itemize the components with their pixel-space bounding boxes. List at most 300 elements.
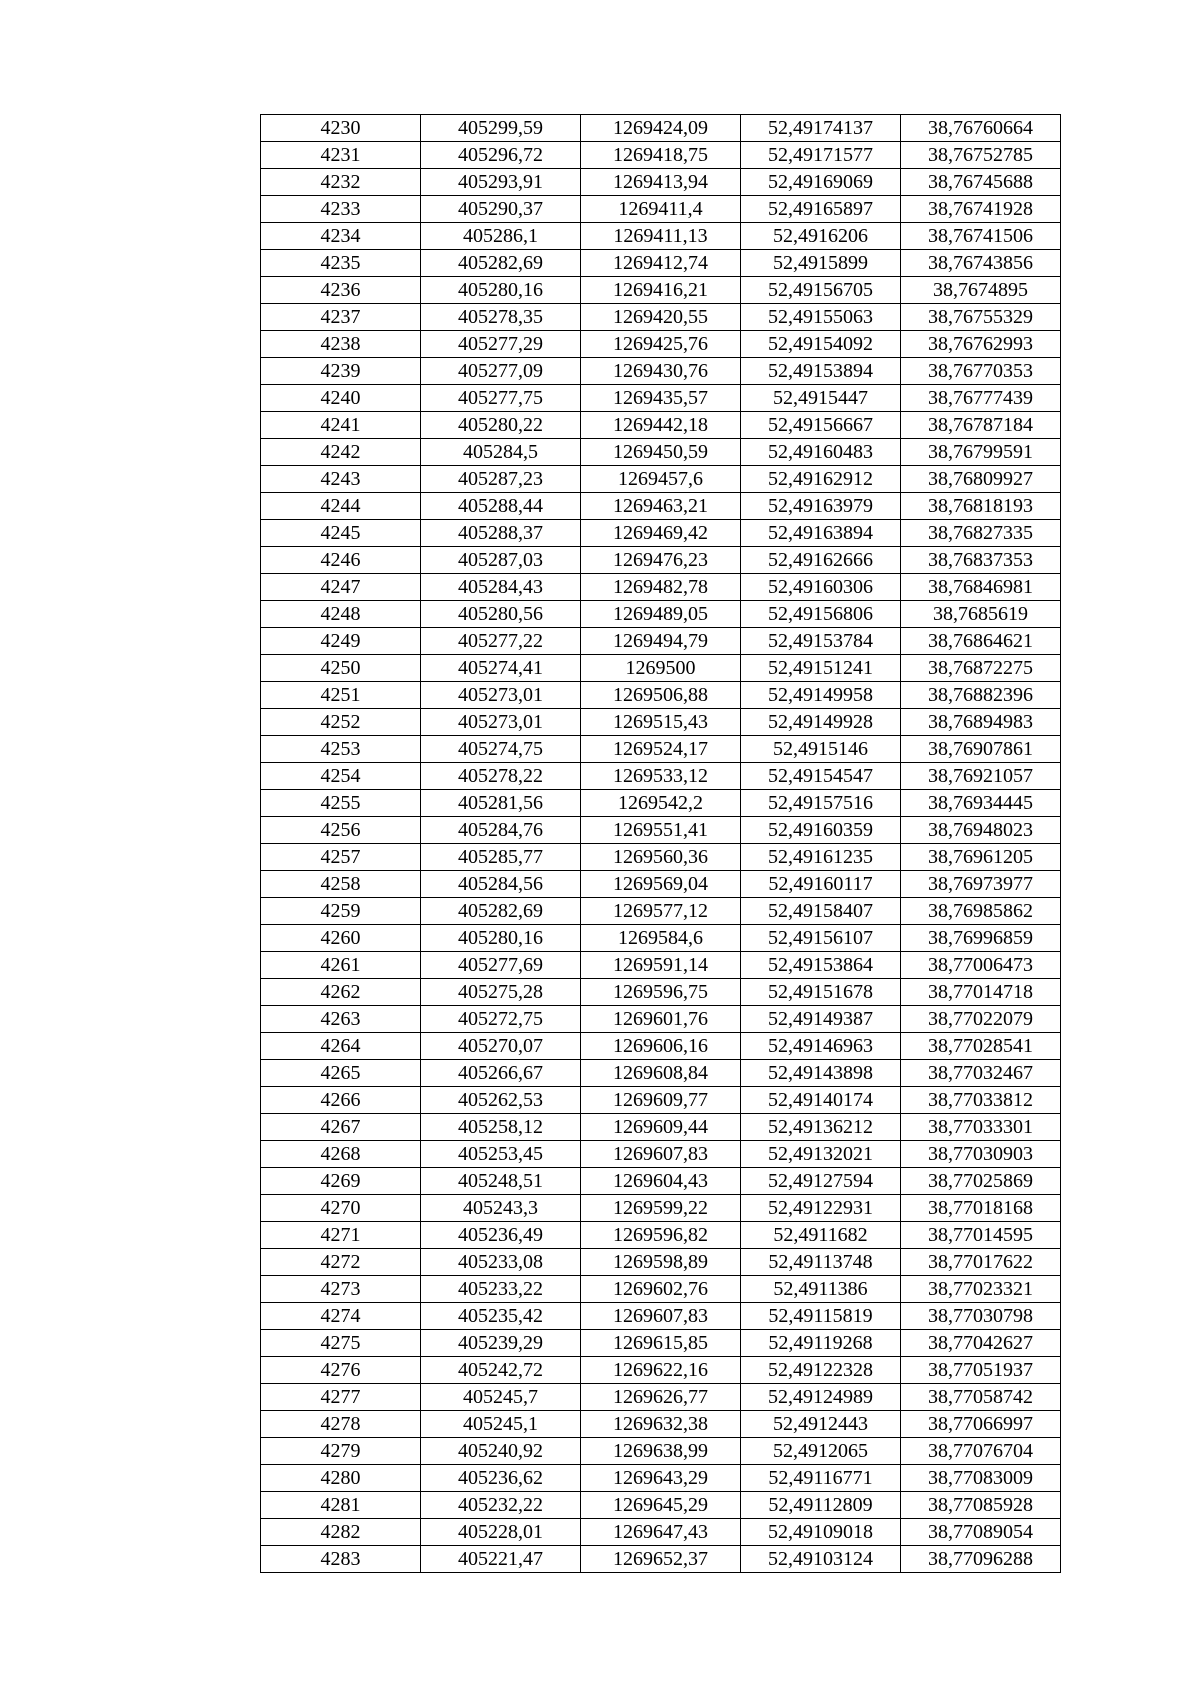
- table-row: [261, 520, 1061, 547]
- table-row: [261, 979, 1061, 1006]
- y-coordinate-cell: 1269607,83: [581, 1141, 741, 1168]
- latitude-cell: 52,49169069: [741, 169, 901, 196]
- latitude-cell: 52,4911386: [741, 1276, 901, 1303]
- latitude-cell: 52,4915899: [741, 250, 901, 277]
- point-number-cell: 4278: [261, 1411, 421, 1438]
- table-row: [261, 1384, 1061, 1411]
- x-coordinate-cell: 405228,01: [421, 1519, 581, 1546]
- longitude-cell: 38,77030798: [901, 1303, 1061, 1330]
- table-row: [261, 142, 1061, 169]
- latitude-cell: 52,49116771: [741, 1465, 901, 1492]
- point-number-cell: 4267: [261, 1114, 421, 1141]
- y-coordinate-cell: 1269551,41: [581, 817, 741, 844]
- point-number-cell: 4271: [261, 1222, 421, 1249]
- table-row: [261, 1465, 1061, 1492]
- latitude-cell: 52,49149958: [741, 682, 901, 709]
- x-coordinate-cell: 405288,37: [421, 520, 581, 547]
- table-row: [261, 601, 1061, 628]
- x-coordinate-cell: 405277,22: [421, 628, 581, 655]
- longitude-cell: 38,76762993: [901, 331, 1061, 358]
- longitude-cell: 38,76787184: [901, 412, 1061, 439]
- table-row: [261, 898, 1061, 925]
- latitude-cell: 52,49156667: [741, 412, 901, 439]
- x-coordinate-cell: 405221,47: [421, 1546, 581, 1573]
- x-coordinate-cell: 405299,59: [421, 115, 581, 142]
- longitude-cell: 38,77076704: [901, 1438, 1061, 1465]
- x-coordinate-cell: 405288,44: [421, 493, 581, 520]
- point-number-cell: 4268: [261, 1141, 421, 1168]
- latitude-cell: 52,4912065: [741, 1438, 901, 1465]
- y-coordinate-cell: 1269609,44: [581, 1114, 741, 1141]
- latitude-cell: 52,49155063: [741, 304, 901, 331]
- x-coordinate-cell: 405275,28: [421, 979, 581, 1006]
- table-row: [261, 1222, 1061, 1249]
- point-number-cell: 4283: [261, 1546, 421, 1573]
- longitude-cell: 38,77032467: [901, 1060, 1061, 1087]
- longitude-cell: 38,76882396: [901, 682, 1061, 709]
- y-coordinate-cell: 1269602,76: [581, 1276, 741, 1303]
- y-coordinate-cell: 1269542,2: [581, 790, 741, 817]
- latitude-cell: 52,49165897: [741, 196, 901, 223]
- point-number-cell: 4258: [261, 871, 421, 898]
- longitude-cell: 38,76770353: [901, 358, 1061, 385]
- table-row: [261, 304, 1061, 331]
- latitude-cell: 52,49163894: [741, 520, 901, 547]
- latitude-cell: 52,49162912: [741, 466, 901, 493]
- longitude-cell: 38,77033812: [901, 1087, 1061, 1114]
- latitude-cell: 52,49154092: [741, 331, 901, 358]
- x-coordinate-cell: 405287,23: [421, 466, 581, 493]
- longitude-cell: 38,76777439: [901, 385, 1061, 412]
- table-row: [261, 1114, 1061, 1141]
- latitude-cell: 52,49124989: [741, 1384, 901, 1411]
- x-coordinate-cell: 405272,75: [421, 1006, 581, 1033]
- point-number-cell: 4274: [261, 1303, 421, 1330]
- y-coordinate-cell: 1269599,22: [581, 1195, 741, 1222]
- latitude-cell: 52,49171577: [741, 142, 901, 169]
- latitude-cell: 52,49161235: [741, 844, 901, 871]
- point-number-cell: 4281: [261, 1492, 421, 1519]
- y-coordinate-cell: 1269413,94: [581, 169, 741, 196]
- x-coordinate-cell: 405248,51: [421, 1168, 581, 1195]
- x-coordinate-cell: 405277,29: [421, 331, 581, 358]
- latitude-cell: 52,49140174: [741, 1087, 901, 1114]
- y-coordinate-cell: 1269469,42: [581, 520, 741, 547]
- y-coordinate-cell: 1269500: [581, 655, 741, 682]
- longitude-cell: 38,76799591: [901, 439, 1061, 466]
- latitude-cell: 52,4915447: [741, 385, 901, 412]
- point-number-cell: 4231: [261, 142, 421, 169]
- y-coordinate-cell: 1269476,23: [581, 547, 741, 574]
- latitude-cell: 52,49136212: [741, 1114, 901, 1141]
- x-coordinate-cell: 405282,69: [421, 898, 581, 925]
- y-coordinate-cell: 1269626,77: [581, 1384, 741, 1411]
- table-row: [261, 1303, 1061, 1330]
- x-coordinate-cell: 405236,49: [421, 1222, 581, 1249]
- latitude-cell: 52,49174137: [741, 115, 901, 142]
- x-coordinate-cell: 405280,56: [421, 601, 581, 628]
- table-row: [261, 736, 1061, 763]
- table-row: [261, 250, 1061, 277]
- table-row: [261, 1438, 1061, 1465]
- x-coordinate-cell: 405233,08: [421, 1249, 581, 1276]
- longitude-cell: 38,77066997: [901, 1411, 1061, 1438]
- point-number-cell: 4236: [261, 277, 421, 304]
- longitude-cell: 38,76894983: [901, 709, 1061, 736]
- x-coordinate-cell: 405253,45: [421, 1141, 581, 1168]
- table-row: [261, 1330, 1061, 1357]
- longitude-cell: 38,77042627: [901, 1330, 1061, 1357]
- longitude-cell: 38,76760664: [901, 115, 1061, 142]
- table-row: [261, 1519, 1061, 1546]
- longitude-cell: 38,76973977: [901, 871, 1061, 898]
- x-coordinate-cell: 405278,35: [421, 304, 581, 331]
- table-row: [261, 709, 1061, 736]
- point-number-cell: 4251: [261, 682, 421, 709]
- longitude-cell: 38,77006473: [901, 952, 1061, 979]
- point-number-cell: 4247: [261, 574, 421, 601]
- y-coordinate-cell: 1269569,04: [581, 871, 741, 898]
- table-row: [261, 790, 1061, 817]
- longitude-cell: 38,77085928: [901, 1492, 1061, 1519]
- x-coordinate-cell: 405280,16: [421, 277, 581, 304]
- latitude-cell: 52,49153784: [741, 628, 901, 655]
- y-coordinate-cell: 1269482,78: [581, 574, 741, 601]
- table-row: [261, 169, 1061, 196]
- table-row: [261, 412, 1061, 439]
- x-coordinate-cell: 405273,01: [421, 682, 581, 709]
- y-coordinate-cell: 1269604,43: [581, 1168, 741, 1195]
- table-row: [261, 1141, 1061, 1168]
- longitude-cell: 38,77028541: [901, 1033, 1061, 1060]
- latitude-cell: 52,49103124: [741, 1546, 901, 1573]
- point-number-cell: 4263: [261, 1006, 421, 1033]
- longitude-cell: 38,76741928: [901, 196, 1061, 223]
- table-row: [261, 547, 1061, 574]
- y-coordinate-cell: 1269442,18: [581, 412, 741, 439]
- latitude-cell: 52,49163979: [741, 493, 901, 520]
- point-number-cell: 4260: [261, 925, 421, 952]
- y-coordinate-cell: 1269608,84: [581, 1060, 741, 1087]
- table-row: [261, 1276, 1061, 1303]
- longitude-cell: 38,76985862: [901, 898, 1061, 925]
- point-number-cell: 4270: [261, 1195, 421, 1222]
- latitude-cell: 52,49153894: [741, 358, 901, 385]
- x-coordinate-cell: 405240,92: [421, 1438, 581, 1465]
- point-number-cell: 4277: [261, 1384, 421, 1411]
- latitude-cell: 52,49112809: [741, 1492, 901, 1519]
- latitude-cell: 52,49160483: [741, 439, 901, 466]
- longitude-cell: 38,76961205: [901, 844, 1061, 871]
- latitude-cell: 52,49132021: [741, 1141, 901, 1168]
- x-coordinate-cell: 405280,16: [421, 925, 581, 952]
- y-coordinate-cell: 1269601,76: [581, 1006, 741, 1033]
- table-row: [261, 1195, 1061, 1222]
- table-row: [261, 466, 1061, 493]
- y-coordinate-cell: 1269607,83: [581, 1303, 741, 1330]
- longitude-cell: 38,77033301: [901, 1114, 1061, 1141]
- longitude-cell: 38,76827335: [901, 520, 1061, 547]
- table-row: [261, 628, 1061, 655]
- longitude-cell: 38,77022079: [901, 1006, 1061, 1033]
- latitude-cell: 52,4915146: [741, 736, 901, 763]
- y-coordinate-cell: 1269638,99: [581, 1438, 741, 1465]
- y-coordinate-cell: 1269647,43: [581, 1519, 741, 1546]
- longitude-cell: 38,77089054: [901, 1519, 1061, 1546]
- y-coordinate-cell: 1269418,75: [581, 142, 741, 169]
- y-coordinate-cell: 1269412,74: [581, 250, 741, 277]
- point-number-cell: 4248: [261, 601, 421, 628]
- point-number-cell: 4240: [261, 385, 421, 412]
- y-coordinate-cell: 1269494,79: [581, 628, 741, 655]
- x-coordinate-cell: 405233,22: [421, 1276, 581, 1303]
- table-row: [261, 763, 1061, 790]
- table-row: [261, 1087, 1061, 1114]
- y-coordinate-cell: 1269450,59: [581, 439, 741, 466]
- longitude-cell: 38,77025869: [901, 1168, 1061, 1195]
- y-coordinate-cell: 1269411,13: [581, 223, 741, 250]
- longitude-cell: 38,77030903: [901, 1141, 1061, 1168]
- y-coordinate-cell: 1269416,21: [581, 277, 741, 304]
- x-coordinate-cell: 405280,22: [421, 412, 581, 439]
- y-coordinate-cell: 1269489,05: [581, 601, 741, 628]
- latitude-cell: 52,49149928: [741, 709, 901, 736]
- point-number-cell: 4253: [261, 736, 421, 763]
- longitude-cell: 38,76741506: [901, 223, 1061, 250]
- x-coordinate-cell: 405284,43: [421, 574, 581, 601]
- x-coordinate-cell: 405287,03: [421, 547, 581, 574]
- latitude-cell: 52,49151678: [741, 979, 901, 1006]
- point-number-cell: 4232: [261, 169, 421, 196]
- y-coordinate-cell: 1269430,76: [581, 358, 741, 385]
- longitude-cell: 38,77023321: [901, 1276, 1061, 1303]
- x-coordinate-cell: 405277,09: [421, 358, 581, 385]
- y-coordinate-cell: 1269652,37: [581, 1546, 741, 1573]
- point-number-cell: 4257: [261, 844, 421, 871]
- longitude-cell: 38,7685619: [901, 601, 1061, 628]
- latitude-cell: 52,4911682: [741, 1222, 901, 1249]
- coordinates-table-body: [261, 115, 1061, 1573]
- latitude-cell: 52,49160117: [741, 871, 901, 898]
- latitude-cell: 52,49146963: [741, 1033, 901, 1060]
- x-coordinate-cell: 405235,42: [421, 1303, 581, 1330]
- point-number-cell: 4262: [261, 979, 421, 1006]
- point-number-cell: 4279: [261, 1438, 421, 1465]
- longitude-cell: 38,77096288: [901, 1546, 1061, 1573]
- longitude-cell: 38,77017622: [901, 1249, 1061, 1276]
- longitude-cell: 38,76743856: [901, 250, 1061, 277]
- x-coordinate-cell: 405243,3: [421, 1195, 581, 1222]
- longitude-cell: 38,77018168: [901, 1195, 1061, 1222]
- point-number-cell: 4241: [261, 412, 421, 439]
- table-row: [261, 925, 1061, 952]
- table-row: [261, 952, 1061, 979]
- table-row: [261, 277, 1061, 304]
- y-coordinate-cell: 1269463,21: [581, 493, 741, 520]
- latitude-cell: 52,49156705: [741, 277, 901, 304]
- y-coordinate-cell: 1269577,12: [581, 898, 741, 925]
- point-number-cell: 4233: [261, 196, 421, 223]
- x-coordinate-cell: 405236,62: [421, 1465, 581, 1492]
- point-number-cell: 4254: [261, 763, 421, 790]
- y-coordinate-cell: 1269615,85: [581, 1330, 741, 1357]
- latitude-cell: 52,49122931: [741, 1195, 901, 1222]
- table-row: [261, 1249, 1061, 1276]
- y-coordinate-cell: 1269596,75: [581, 979, 741, 1006]
- point-number-cell: 4280: [261, 1465, 421, 1492]
- latitude-cell: 52,49156107: [741, 925, 901, 952]
- x-coordinate-cell: 405245,1: [421, 1411, 581, 1438]
- point-number-cell: 4235: [261, 250, 421, 277]
- point-number-cell: 4259: [261, 898, 421, 925]
- table-row: [261, 871, 1061, 898]
- latitude-cell: 52,49149387: [741, 1006, 901, 1033]
- longitude-cell: 38,76809927: [901, 466, 1061, 493]
- longitude-cell: 38,76872275: [901, 655, 1061, 682]
- latitude-cell: 52,49153864: [741, 952, 901, 979]
- y-coordinate-cell: 1269609,77: [581, 1087, 741, 1114]
- point-number-cell: 4230: [261, 115, 421, 142]
- longitude-cell: 38,76948023: [901, 817, 1061, 844]
- x-coordinate-cell: 405262,53: [421, 1087, 581, 1114]
- y-coordinate-cell: 1269435,57: [581, 385, 741, 412]
- point-number-cell: 4238: [261, 331, 421, 358]
- table-row: [261, 682, 1061, 709]
- longitude-cell: 38,76921057: [901, 763, 1061, 790]
- y-coordinate-cell: 1269632,38: [581, 1411, 741, 1438]
- point-number-cell: 4273: [261, 1276, 421, 1303]
- point-number-cell: 4276: [261, 1357, 421, 1384]
- table-row: [261, 1006, 1061, 1033]
- y-coordinate-cell: 1269598,89: [581, 1249, 741, 1276]
- x-coordinate-cell: 405290,37: [421, 196, 581, 223]
- longitude-cell: 38,76934445: [901, 790, 1061, 817]
- point-number-cell: 4264: [261, 1033, 421, 1060]
- point-number-cell: 4237: [261, 304, 421, 331]
- table-row: [261, 1492, 1061, 1519]
- longitude-cell: 38,76818193: [901, 493, 1061, 520]
- x-coordinate-cell: 405296,72: [421, 142, 581, 169]
- latitude-cell: 52,49158407: [741, 898, 901, 925]
- y-coordinate-cell: 1269622,16: [581, 1357, 741, 1384]
- table-row: [261, 358, 1061, 385]
- table-row: [261, 223, 1061, 250]
- latitude-cell: 52,49160306: [741, 574, 901, 601]
- point-number-cell: 4250: [261, 655, 421, 682]
- point-number-cell: 4249: [261, 628, 421, 655]
- latitude-cell: 52,49160359: [741, 817, 901, 844]
- y-coordinate-cell: 1269524,17: [581, 736, 741, 763]
- latitude-cell: 52,49162666: [741, 547, 901, 574]
- y-coordinate-cell: 1269424,09: [581, 115, 741, 142]
- longitude-cell: 38,76907861: [901, 736, 1061, 763]
- y-coordinate-cell: 1269645,29: [581, 1492, 741, 1519]
- x-coordinate-cell: 405273,01: [421, 709, 581, 736]
- point-number-cell: 4239: [261, 358, 421, 385]
- longitude-cell: 38,77014595: [901, 1222, 1061, 1249]
- x-coordinate-cell: 405245,7: [421, 1384, 581, 1411]
- x-coordinate-cell: 405284,5: [421, 439, 581, 466]
- point-number-cell: 4282: [261, 1519, 421, 1546]
- y-coordinate-cell: 1269457,6: [581, 466, 741, 493]
- x-coordinate-cell: 405277,75: [421, 385, 581, 412]
- table-row: [261, 1411, 1061, 1438]
- table-row: [261, 817, 1061, 844]
- table-row: [261, 493, 1061, 520]
- longitude-cell: 38,77083009: [901, 1465, 1061, 1492]
- latitude-cell: 52,49119268: [741, 1330, 901, 1357]
- y-coordinate-cell: 1269425,76: [581, 331, 741, 358]
- y-coordinate-cell: 1269643,29: [581, 1465, 741, 1492]
- table-row: [261, 115, 1061, 142]
- latitude-cell: 52,49127594: [741, 1168, 901, 1195]
- longitude-cell: 38,76752785: [901, 142, 1061, 169]
- y-coordinate-cell: 1269411,4: [581, 196, 741, 223]
- y-coordinate-cell: 1269596,82: [581, 1222, 741, 1249]
- x-coordinate-cell: 405286,1: [421, 223, 581, 250]
- table-row: [261, 196, 1061, 223]
- x-coordinate-cell: 405258,12: [421, 1114, 581, 1141]
- latitude-cell: 52,49154547: [741, 763, 901, 790]
- point-number-cell: 4275: [261, 1330, 421, 1357]
- x-coordinate-cell: 405232,22: [421, 1492, 581, 1519]
- table-row: [261, 844, 1061, 871]
- point-number-cell: 4266: [261, 1087, 421, 1114]
- coordinates-table: [260, 114, 1061, 1573]
- x-coordinate-cell: 405293,91: [421, 169, 581, 196]
- latitude-cell: 52,4912443: [741, 1411, 901, 1438]
- table-row: [261, 1033, 1061, 1060]
- x-coordinate-cell: 405274,41: [421, 655, 581, 682]
- point-number-cell: 4269: [261, 1168, 421, 1195]
- y-coordinate-cell: 1269533,12: [581, 763, 741, 790]
- longitude-cell: 38,76837353: [901, 547, 1061, 574]
- table-row: [261, 1546, 1061, 1573]
- longitude-cell: 38,76996859: [901, 925, 1061, 952]
- latitude-cell: 52,4916206: [741, 223, 901, 250]
- x-coordinate-cell: 405274,75: [421, 736, 581, 763]
- latitude-cell: 52,49157516: [741, 790, 901, 817]
- y-coordinate-cell: 1269560,36: [581, 844, 741, 871]
- latitude-cell: 52,49115819: [741, 1303, 901, 1330]
- longitude-cell: 38,76864621: [901, 628, 1061, 655]
- x-coordinate-cell: 405266,67: [421, 1060, 581, 1087]
- longitude-cell: 38,76846981: [901, 574, 1061, 601]
- x-coordinate-cell: 405270,07: [421, 1033, 581, 1060]
- table-row: [261, 574, 1061, 601]
- x-coordinate-cell: 405284,76: [421, 817, 581, 844]
- x-coordinate-cell: 405284,56: [421, 871, 581, 898]
- longitude-cell: 38,76745688: [901, 169, 1061, 196]
- longitude-cell: 38,7674895: [901, 277, 1061, 304]
- latitude-cell: 52,49113748: [741, 1249, 901, 1276]
- table-row: [261, 1168, 1061, 1195]
- x-coordinate-cell: 405239,29: [421, 1330, 581, 1357]
- latitude-cell: 52,49122328: [741, 1357, 901, 1384]
- table-row: [261, 439, 1061, 466]
- x-coordinate-cell: 405277,69: [421, 952, 581, 979]
- y-coordinate-cell: 1269591,14: [581, 952, 741, 979]
- x-coordinate-cell: 405242,72: [421, 1357, 581, 1384]
- point-number-cell: 4244: [261, 493, 421, 520]
- point-number-cell: 4261: [261, 952, 421, 979]
- table-row: [261, 385, 1061, 412]
- table-row: [261, 331, 1061, 358]
- point-number-cell: 4242: [261, 439, 421, 466]
- point-number-cell: 4252: [261, 709, 421, 736]
- longitude-cell: 38,77058742: [901, 1384, 1061, 1411]
- point-number-cell: 4265: [261, 1060, 421, 1087]
